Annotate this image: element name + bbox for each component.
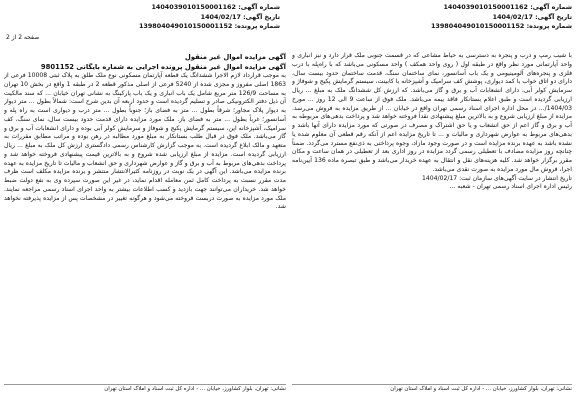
notice-body-right: با شیب رمپ و درب و پنجره به دسترسی به حیاط مشاعی که در قسمت جنوبی ملک قرار دارد و نیز انباری و واحد آپارتمانی مورد نظر واقع در طبقه اول ( روی واحد همکف ) واحد مسکونی می‌باشد که با راه‌پله با درب فلزی و پنجره‌های آلومینیومی و یک باب آسانسور، نمای ساختمان سنگ، قدمت ساختمان حدود بیست سال، دارای دو اتاق خواب با کمد دیواری، پوشش کف سرامیک و آشپزخانه با کابینت، سیستم گرمایش پکیج و شوفاژ و سرمایش کولر آبی، دارای انشعابات آب و برق و گاز می‌باشد. که ارزش کل ششدانگ ملک به مبلغ ... ریال ارزیابی گردیده است و طبق اعلام بستانکار فاقد بیمه می‌باشد. ملک فوق از ساعت 9 الی 12 روز ... مورخ 1404/03/... در محل اداره اجرای اسناد رسمی تهران واقع در خیابان ... از طریق مزایده به فروش می‌رسد. مزایده از مبلغ ارزیابی شروع و به بالاترین مبلغ پیشنهادی نقداً فروخته خواهد شد و پرداخت بدهی‌های مربوطه به آب و برق و گاز اعم از حق انشعاب و یا حق اشتراک و مصرف در صورتی که مورد مزایده دارای آنها باشد و بدهی‌های مربوط به عوارض شهرداری و مالیات و ... تا تاریخ مزایده اعم از آنکه رقم قطعی آن معلوم شده یا نشده باشد به عهده برنده مزایده است و در صورت وجود مازاد، وجوه پرداختی به ذی‌نفع مسترد می‌گردد. ضمناً چنانچه روز مزایده مصادف با تعطیلی رسمی گردد مزایده در روز اداری بعد از تعطیلی در همان ساعت و مکان مقرر برگزار خواهد شد. کلیه هزینه‌های نقل و انتقال به عهده خریدار می‌باشد و طبق تبصره ماده 136 آیین‌نامه اجرا، فروش مال مورد مزایده به صورت نقدی می‌باشد. [292,52,572,173]
file-number: شماره پرونده: 139804049010150001152 [138,22,280,31]
notice-number: شماره آگهی: 1404039010150001162 [443,3,572,11]
file-number: شماره پرونده: 139804049010150001152 [430,22,572,31]
right-column [292,52,572,382]
notice-subheading: آگهی مزایده اموال غیر منقول پرونده اجرایی به شماره بایگانی 9801152 [40,63,286,71]
notice-date: تاریخ آگهی: 1404/02/17 [492,12,572,21]
notice-heading: آگهی مزایده اموال غیر منقول [184,53,286,61]
publish-note: تاریخ انتشار در سایت آگهی‌های سازمان ثبت: 1404/02/17 [422,174,572,182]
header-meta-right [432,3,572,32]
footer-address-left: نشانی: تهران، بلوار کشاورز، خیابان ... - اداره کل ثبت اسناد و املاک استان تهران [4,384,286,394]
notice-body-left: به موجب قرارداد لازم الاجرا ششدانگ یک قطعه آپارتمان مسکونی نوع ملک طلق به پلاک ثبتی 10008 فرعی از 1863 اصلی مفروز و مجزی شده از 5240 فرعی از اصلی مذکور قطعه 2 در طبقه 1 واقع در بخش 10 تهران به مساحت 126/9 متر مربع شامل یک باب انباری و یک باب پارکینگ به نشانی تهران خیابان ... که سند مالکیت آن ذیل دفتر الکترونیکی صادر و تسلیم گردیده است و حدود اربعه آن بدین شرح است: شمالاً بطول ... متر دیوار به دیوار پلاک مجاور؛ شرقاً بطول ... متر به فضای باز؛ جنوباً بطول ... متر درب و دیواری است به راه پله و آسانسور؛ غرباً بطول ... متر به فضای باز. ملک مورد مزایده دارای قدمت حدود بیست سال، نمای سنگ، کف سرامیک، آشپزخانه اپن، سیستم گرمایش پکیج و شوفاژ و سرمایش کولر آبی بوده و دارای انشعابات آب و برق و گاز می‌باشد. ملک فوق در قبال طلب بستانکار به مبلغ مورد مطالبه در رهن بوده و مراتب مطابق مقررات به متعهد و مالک ابلاغ گردیده است. به موجب گزارش کارشناس رسمی دادگستری ارزش کل ملک به مبلغ ... ریال ارزیابی گردیده است. مزایده از مبلغ ارزیابی شده شروع و به بالاترین قیمت پیشنهادی فروخته خواهد شد و پرداخت بدهی‌های مربوط به آب و برق و گاز و عوارض شهرداری و حق انشعاب و مالیات تا تاریخ مزایده به عهده برنده مزایده می‌باشد. این آگهی در یک نوبت در روزنامه کثیرالانتشار منتشر و برنده مزایده مکلف است ظرف مدت مقرر نسبت به پرداخت کامل ثمن معامله اقدام نماید، در غیر این صورت سپرده وی به نفع دولت ضبط خواهد شد. خریداران می‌توانند جهت بازدید و کسب اطلاعات بیشتر به واحد اجرای اسناد رسمی مراجعه نمایند. ملک مورد مزایده به صورت دربست فروخته می‌شود و هرگونه تغییر در مشخصات پس از مزایده پذیرفته نخواهد شد. [4,72,286,211]
notice-date: تاریخ آگهی: 1404/02/17 [200,12,280,21]
page-number: صفحه 2 از 2 [6,34,40,41]
issuing-office: رئیس اداره اجرای اسناد رسمی تهران - شعبه ... [449,183,572,191]
notice-number: شماره آگهی: 1404039010150001162 [151,3,280,11]
footer-address-right: نشانی: تهران، بلوار کشاورز، خیابان ... - اداره کل ثبت اسناد و املاک استان تهران [292,384,572,394]
left-column [4,52,286,382]
header-meta-left [138,3,280,32]
